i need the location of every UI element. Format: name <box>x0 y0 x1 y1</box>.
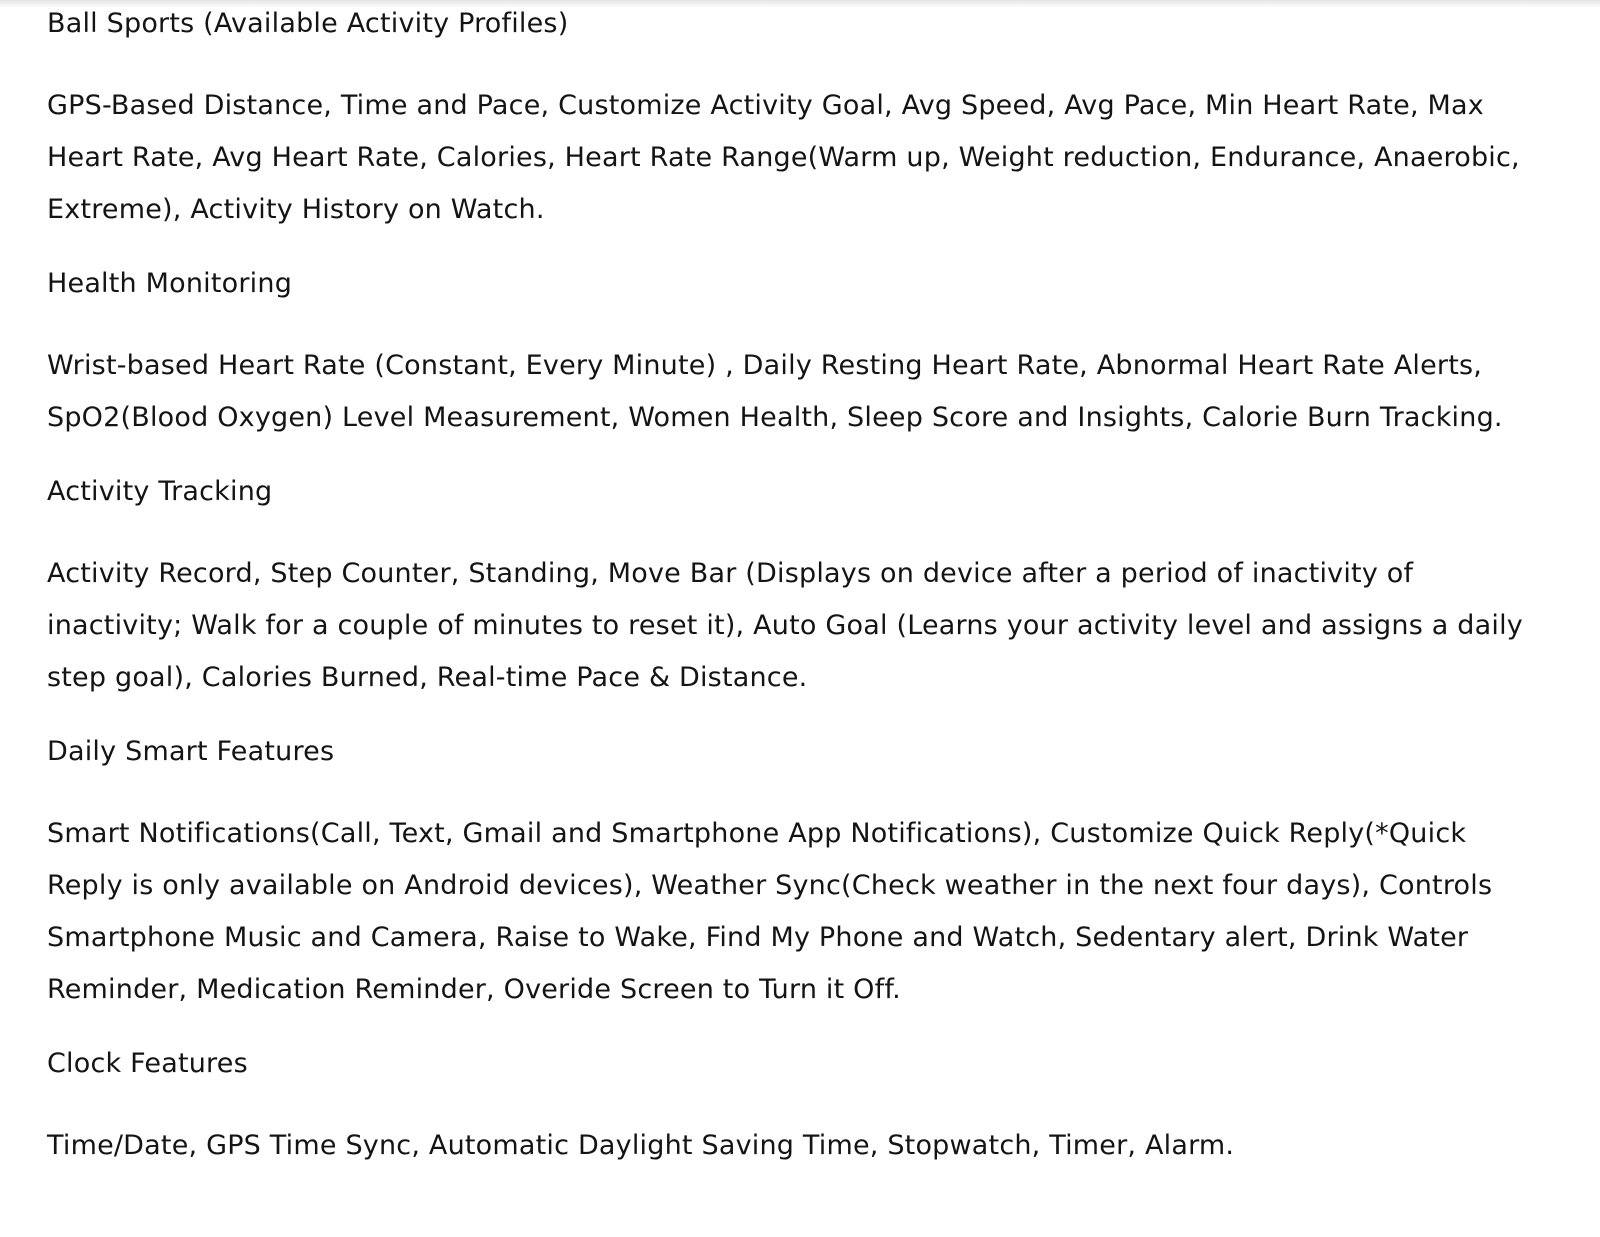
section-title: Activity Tracking <box>47 476 273 507</box>
section-title: Daily Smart Features <box>47 736 335 767</box>
section-body: Smart Notifications(Call, Text, Gmail and Smartphone App Notifications), Customize Quick Reply(*Quick Reply is only available on Android devices), Weather Sync(Check weather in the next four days), Controls Smartphone Music and Camera, Raise to Wake, Find My Phone and Watch, Sedentary alert, Drink Water Reminder, Medication Reminder, Overide Screen to Turn it Off. <box>47 818 1493 1005</box>
section-title: Clock Features <box>47 1048 248 1079</box>
feature-list <box>47 2 1547 1198</box>
section-title: Health Monitoring <box>47 268 293 299</box>
section-ball-sports <box>47 2 1547 236</box>
section-body: Wrist-based Heart Rate (Constant, Every Minute) , Daily Resting Heart Rate, Abnormal Heart Rate Alerts, SpO2(Blood Oxygen) Level Measurement, Women Health, Sleep Score and Insights, Calorie Burn Tracking. <box>47 350 1503 433</box>
section-health-monitoring <box>47 262 1547 444</box>
section-body: GPS-Based Distance, Time and Pace, Customize Activity Goal, Avg Speed, Avg Pace, Min Heart Rate, Max Heart Rate, Avg Heart Rate, Calories, Heart Rate Range(Warm up, Weight reduction, Endurance, Anaerobic, Extreme), Activity History on Watch. <box>47 90 1520 225</box>
section-body: Time/Date, GPS Time Sync, Automatic Daylight Saving Time, Stopwatch, Timer, Alarm. <box>47 1130 1235 1161</box>
section-clock-features <box>47 1042 1547 1172</box>
section-activity-tracking <box>47 470 1547 704</box>
section-body: Activity Record, Step Counter, Standing, Move Bar (Displays on device after a period of inactivity of inactivity; Walk for a couple of minutes to reset it), Auto Goal (Learns your activity level and assigns a daily step goal), Calories Burned, Real-time Pace & Distance. <box>47 558 1523 693</box>
section-daily-smart-features <box>47 730 1547 1016</box>
section-title: Ball Sports (Available Activity Profiles) <box>47 8 569 39</box>
